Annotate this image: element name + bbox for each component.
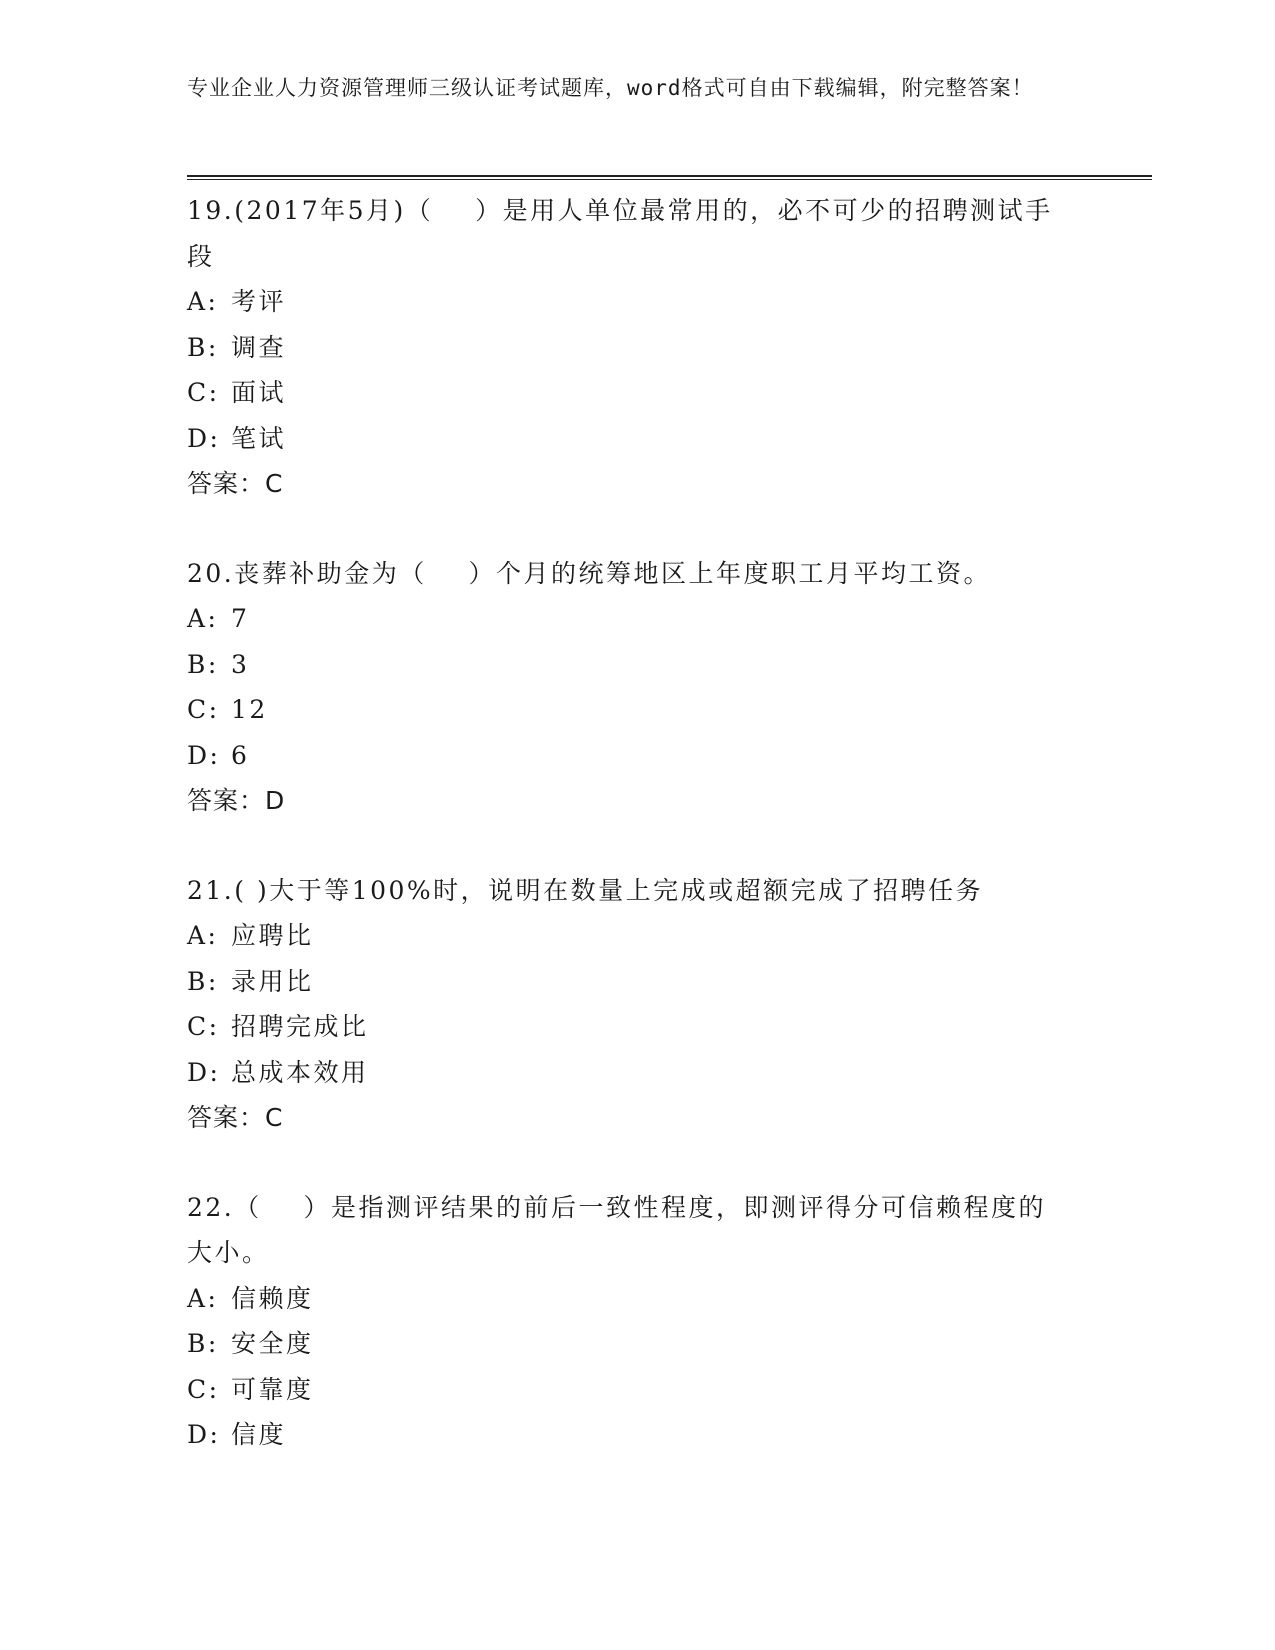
question-stem: 19.(2017年5月)（ ）是用人单位最常用的，必不可少的招聘测试手段 bbox=[187, 196, 1053, 271]
question-stem: 21.( )大于等100%时，说明在数量上完成或超额完成了招聘任务 bbox=[187, 875, 984, 905]
question-stem: 22.（ ）是指测评结果的前后一致性程度，即测评得分可信赖程度的大小。 bbox=[187, 1192, 1047, 1267]
option-key: A: bbox=[187, 287, 219, 316]
option-key: C: bbox=[187, 1012, 220, 1041]
option-d bbox=[187, 1050, 1087, 1096]
option-key: D: bbox=[187, 740, 221, 770]
option-text: 安全度 bbox=[231, 1329, 314, 1358]
question-20 bbox=[187, 551, 1087, 824]
option-key: B: bbox=[187, 966, 219, 996]
option-key: A: bbox=[187, 921, 219, 950]
option-b bbox=[187, 325, 1087, 371]
option-key: C: bbox=[187, 1374, 220, 1404]
option-text: 3 bbox=[231, 649, 250, 679]
question-stem: 20.丧葬补助金为（ ）个月的统筹地区上年度职工月平均工资。 bbox=[187, 558, 992, 588]
option-text: 可靠度 bbox=[231, 1374, 314, 1404]
question-21 bbox=[187, 868, 1087, 1141]
option-text: 信赖度 bbox=[231, 1283, 314, 1313]
option-b bbox=[187, 1321, 1087, 1367]
option-text: 6 bbox=[231, 740, 250, 770]
option-text: 12 bbox=[231, 695, 268, 724]
option-text: 笔试 bbox=[231, 423, 287, 453]
option-a bbox=[187, 279, 1087, 325]
option-c bbox=[187, 1004, 1087, 1050]
option-key: D: bbox=[187, 423, 221, 453]
option-text: 调查 bbox=[231, 332, 287, 362]
question-list bbox=[187, 188, 1087, 1502]
option-a bbox=[187, 1276, 1087, 1322]
option-key: B: bbox=[187, 649, 219, 679]
option-key: B: bbox=[187, 332, 219, 362]
option-text: 应聘比 bbox=[231, 921, 314, 950]
option-key: C: bbox=[187, 695, 220, 724]
answer-line: 答案：C bbox=[187, 1103, 284, 1132]
option-b bbox=[187, 642, 1087, 688]
answer-line: 答案：C bbox=[187, 469, 284, 498]
answer-line: 答案：D bbox=[187, 786, 286, 815]
header-divider bbox=[187, 175, 1152, 180]
option-d bbox=[187, 416, 1087, 462]
option-key: A: bbox=[187, 1283, 219, 1313]
option-text: 招聘完成比 bbox=[231, 1012, 369, 1041]
question-19 bbox=[187, 188, 1087, 507]
option-text: 考评 bbox=[231, 287, 287, 316]
option-d bbox=[187, 733, 1087, 779]
option-key: A: bbox=[187, 604, 219, 633]
option-a bbox=[187, 596, 1087, 642]
question-22 bbox=[187, 1185, 1087, 1458]
option-text: 7 bbox=[231, 604, 250, 633]
option-key: D: bbox=[187, 1420, 221, 1449]
option-text: 信度 bbox=[231, 1420, 287, 1449]
option-c bbox=[187, 687, 1087, 733]
option-c bbox=[187, 370, 1087, 416]
option-key: B: bbox=[187, 1329, 219, 1358]
document-header: 专业企业人力资源管理师三级认证考试题库，word格式可自由下载编辑，附完整答案！ bbox=[187, 76, 1034, 100]
option-key: C: bbox=[187, 378, 220, 407]
option-c bbox=[187, 1367, 1087, 1413]
option-text: 总成本效用 bbox=[231, 1057, 369, 1087]
option-text: 录用比 bbox=[231, 966, 314, 996]
option-key: D: bbox=[187, 1057, 221, 1087]
option-a bbox=[187, 913, 1087, 959]
option-b bbox=[187, 959, 1087, 1005]
option-d bbox=[187, 1412, 1087, 1458]
option-text: 面试 bbox=[231, 378, 287, 407]
